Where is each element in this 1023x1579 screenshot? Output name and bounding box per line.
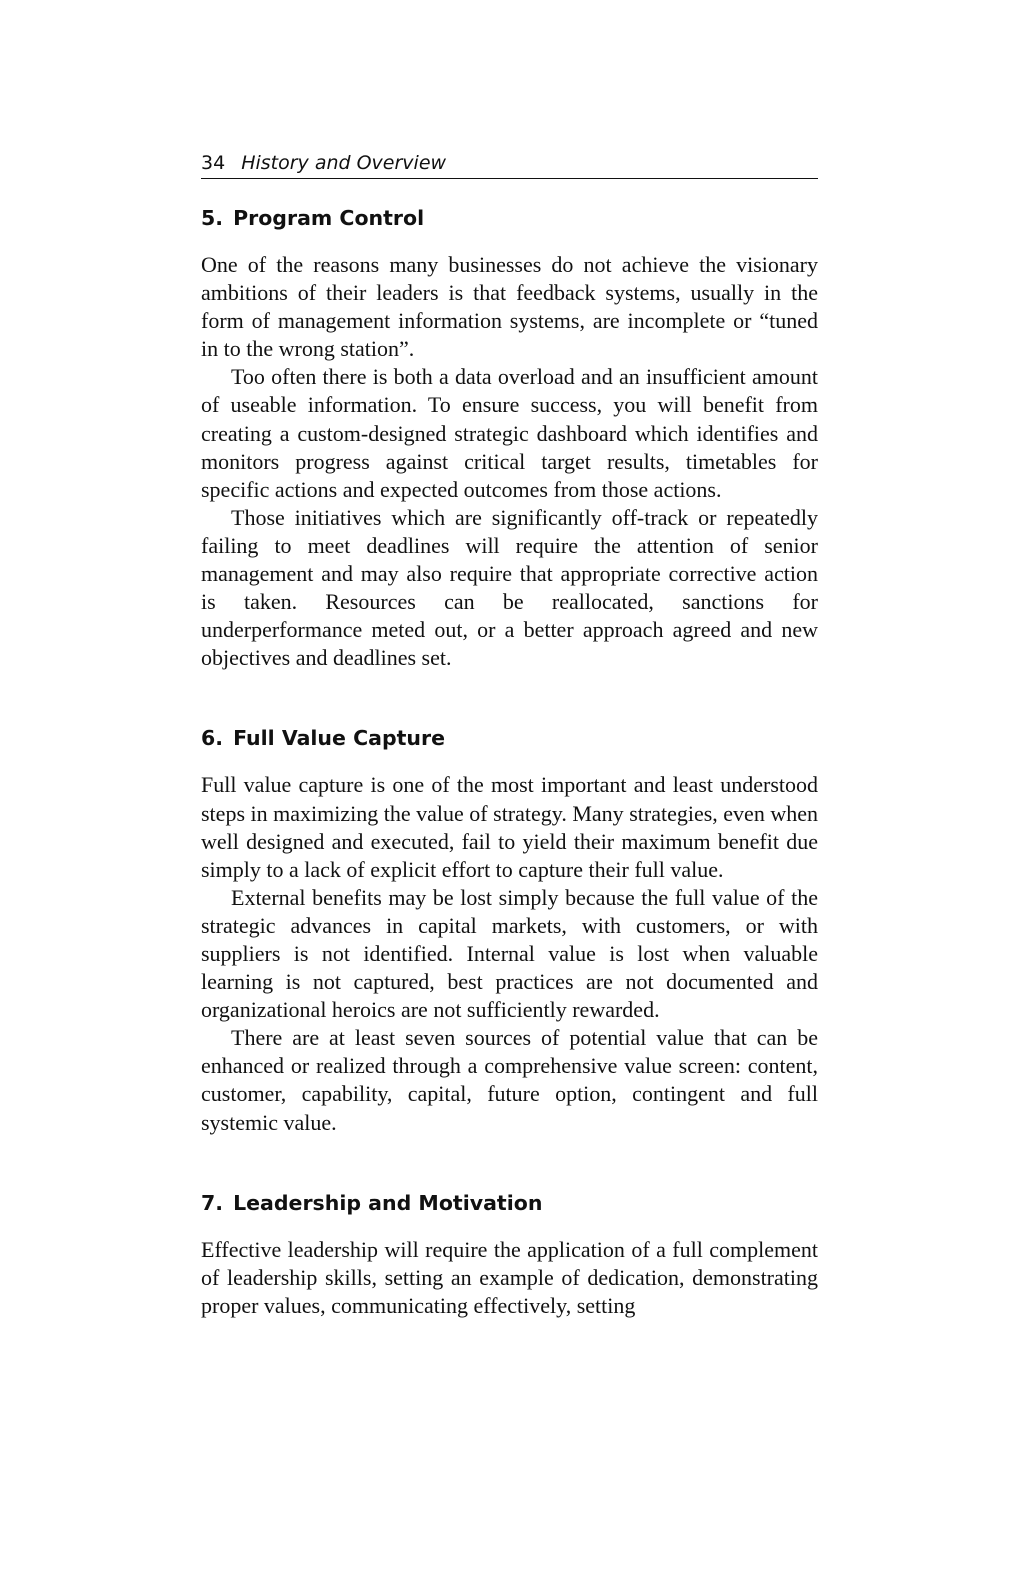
paragraph: Full value capture is one of the most important and least understood steps in maximizing the value of strategy. Many strategies, even when well designed and executed, fail to yield their maximum benefit due simply to a lack of explicit effort to capture their full value. (201, 772, 818, 882)
section-number: 5. (201, 206, 224, 230)
paragraph: External benefits may be lost simply because the full value of the strategic advances in capital markets, with customers, or with suppliers is not identified. Internal value is lost when valuable learning is not captured, best practices are not documented and organizational heroics are not sufficiently rewarded. (201, 884, 818, 1023)
paragraph: Effective leadership will require the application of a full complement of leadership skills, setting an example of dedication, demonstrating proper values, communicating effectively, setting (201, 1236, 818, 1318)
section-body-full-value-capture (201, 771, 818, 1136)
section-heading-full-value-capture (201, 724, 818, 752)
paragraph: One of the reasons many businesses do not achieve the visionary ambitions of their leaders is that feedback systems, usually in the form of management information systems, are incomplete or “tuned in to the wrong station”. (201, 252, 818, 362)
running-title: History and Overview (241, 152, 447, 174)
section-body-leadership-and-motivation (201, 1236, 818, 1320)
section-title: Leadership and Motivation (233, 1190, 543, 1215)
section-heading-program-control (201, 204, 818, 232)
section-heading-leadership-and-motivation (201, 1189, 818, 1217)
section-body-program-control (201, 251, 818, 672)
section-title: Program Control (233, 206, 425, 230)
paragraph: Too often there is both a data overload and an insufficient amount of useable information. To ensure success, you will benefit from creating a custom-designed strategic dashboard which identifies and monitors progress against critical target results, timetables for specific actions and expected outcomes from those actions. (201, 364, 818, 502)
section-number: 7. (201, 1190, 224, 1215)
section-number: 6. (201, 726, 224, 751)
running-header (201, 148, 818, 179)
section-title: Full Value Capture (233, 726, 446, 751)
paragraph: Those initiatives which are significantly off-track or repeatedly failing to meet deadlines will require the attention of senior management and may also require that appropriate corrective action is taken. Resources can be reallocated, sanctions for underperformance meted out, or a better approach agreed and new objectives and deadlines set. (201, 504, 818, 671)
page-number: 34 (201, 152, 226, 174)
book-page (201, 148, 818, 1320)
paragraph: There are at least seven sources of potential value that can be enhanced or realized through a comprehensive value screen: content, customer, capability, capital, future option, contingent and full systemic value. (201, 1025, 818, 1135)
